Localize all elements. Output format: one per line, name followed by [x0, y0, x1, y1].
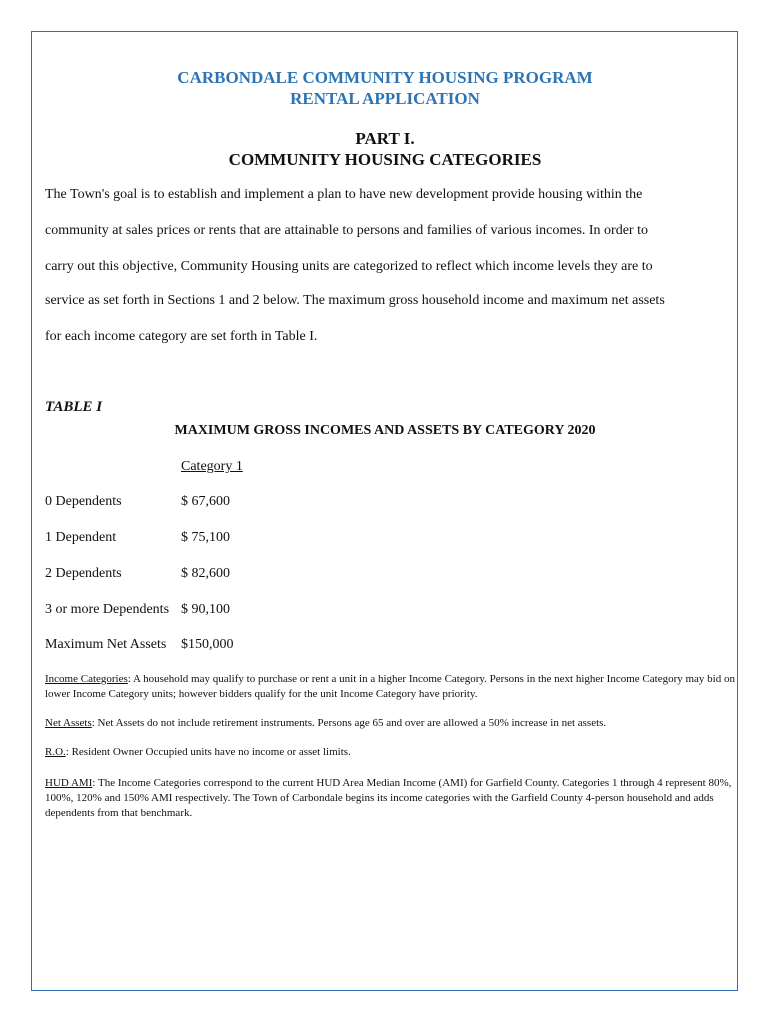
note-ro — [45, 745, 735, 760]
note-key: Income Categories — [45, 673, 128, 685]
row-value: $ 75,100 — [181, 530, 230, 545]
note-text: : Net Assets do not include retirement instruments. Persons age 65 and over are allowed a 50% increase in net assets. — [91, 717, 607, 729]
intro-line: carry out this objective, Community Housing units are categorized to reflect which income levels they are to — [45, 259, 653, 274]
table-title: MAXIMUM GROSS INCOMES AND ASSETS BY CATEGORY 2020 — [174, 423, 596, 438]
note-hud-ami — [45, 776, 735, 821]
part-title: COMMUNITY HOUSING CATEGORIES — [228, 150, 542, 169]
row-value: $150,000 — [181, 637, 234, 652]
note-text: : The Income Categories correspond to the current HUD Area Median Income (AMI) for Garfield County. Categories 1 through 4 represent 80%, 100%, 120% and 150% AMI respectively. The Town of Carbondale begins its income categories with the Garfield County 4-person household and adds dependents from that benchmark. — [45, 777, 732, 819]
intro-line: service as set forth in Sections 1 and 2 below. The maximum gross household income and maximum net assets — [45, 293, 665, 308]
row-value: $ 67,600 — [181, 494, 230, 509]
column-header: Category 1 — [181, 459, 243, 474]
row-label: 3 or more Dependents — [45, 602, 170, 617]
table-label: TABLE I — [45, 399, 103, 415]
note-key: Net Assets — [45, 717, 92, 729]
note-key: HUD AMI — [45, 777, 93, 789]
part-number: PART I. — [355, 129, 415, 148]
note-text: : A household may qualify to purchase or rent a unit in a higher Income Category. Persons in the next higher Income Category may bid on lower Income Category units; however bidders qualify for the unit Income Category have priority. — [45, 673, 735, 700]
intro-line: community at sales prices or rents that are attainable to persons and families of various incomes. In order to — [45, 223, 648, 238]
row-value: $ 90,100 — [181, 602, 230, 617]
page-border — [31, 31, 738, 991]
note-key: R.O. — [45, 746, 66, 758]
note-net-assets — [45, 716, 735, 731]
program-title: CARBONDALE COMMUNITY HOUSING PROGRAM — [177, 68, 593, 87]
row-label: 2 Dependents — [45, 566, 122, 581]
row-label: Maximum Net Assets — [45, 637, 167, 652]
row-label: 0 Dependents — [45, 494, 122, 509]
intro-line: The Town's goal is to establish and implement a plan to have new development provide housing within the — [45, 187, 643, 202]
row-label: 1 Dependent — [45, 530, 117, 545]
application-title: RENTAL APPLICATION — [290, 89, 480, 108]
row-value: $ 82,600 — [181, 566, 230, 581]
intro-line: for each income category are set forth in Table I. — [45, 329, 318, 344]
note-income-categories — [45, 672, 735, 702]
note-text: : Resident Owner Occupied units have no income or asset limits. — [65, 746, 351, 758]
